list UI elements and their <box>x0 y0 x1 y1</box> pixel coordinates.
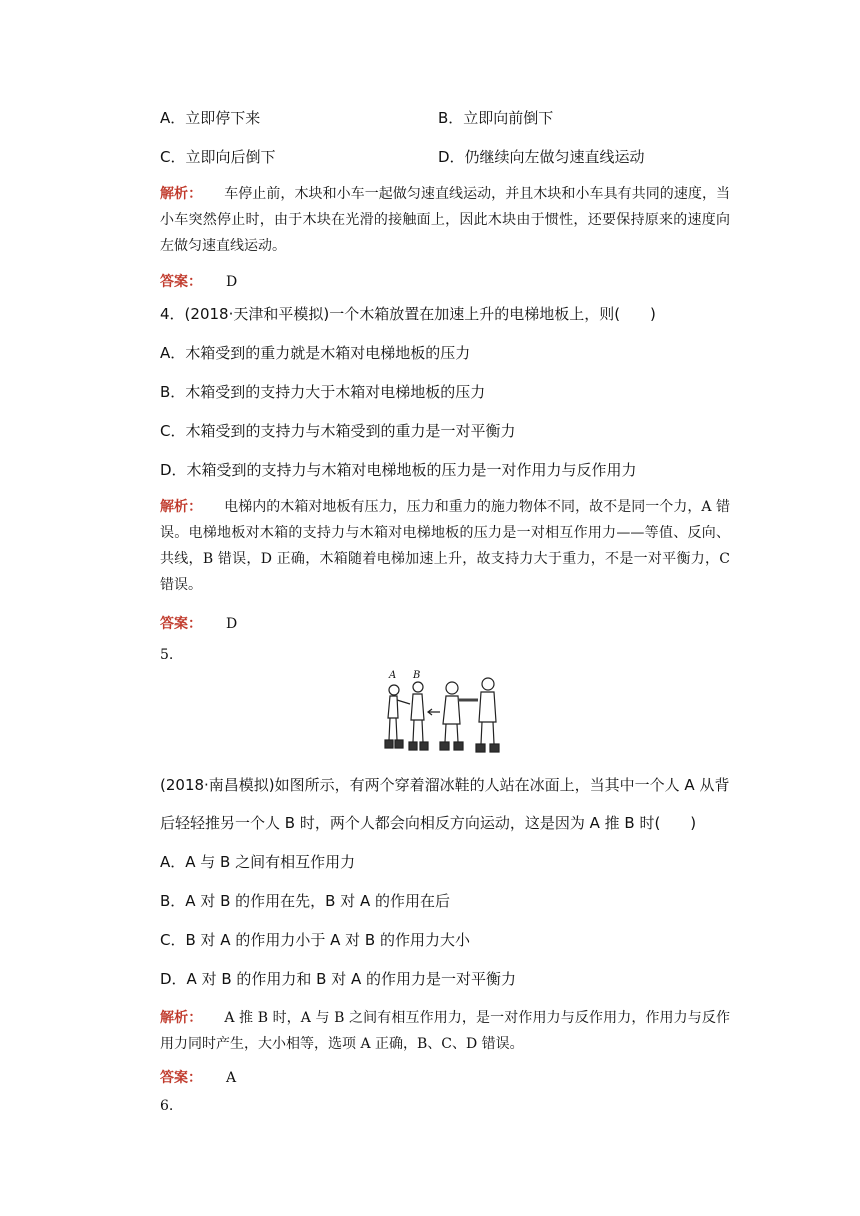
q3-option-a: A．立即停下来 <box>160 109 261 127</box>
q3-answer-value: D <box>226 274 238 290</box>
q5-number: 5. <box>160 647 174 663</box>
q5-option-b: B．A 对 B 的作用在先，B 对 A 的作用在后 <box>160 892 451 910</box>
skaters-figure <box>380 670 505 762</box>
answer-label: 答案： <box>160 616 202 632</box>
q3-answer <box>160 271 237 292</box>
q3-option-c: C．立即向后倒下 <box>160 148 276 166</box>
person-b-head <box>413 682 423 692</box>
q3-analysis-text: 车停止前，木块和小车一起做匀速直线运动，并且木块和小车具有共同的速度，当小车突然停止时，由于木块在光滑的接触面上，因此木块由于惯性，还要保持原来的速度向左做匀速直线运动。 <box>160 186 731 254</box>
q5-answer-value: A <box>226 1070 237 1086</box>
q5-option-d: D．A 对 B 的作用力和 B 对 A 的作用力是一对平衡力 <box>160 970 517 988</box>
q5-stem-line1: (2018·南昌模拟)如图所示，有两个穿着溜冰鞋的人站在冰面上，当其中一个人 A 从背 <box>160 776 730 794</box>
q4-option-a: A．木箱受到的重力就是木箱对电梯地板的压力 <box>160 344 471 362</box>
q3-option-b: B．立即向前倒下 <box>438 109 554 127</box>
figure-label-a: A <box>389 670 397 681</box>
person-a-head <box>389 685 399 695</box>
q3-option-d: D．仍继续向左做匀速直线运动 <box>438 148 645 166</box>
q5-option-c: C．B 对 A 的作用力小于 A 对 B 的作用力大小 <box>160 931 470 949</box>
q4-option-c: C．木箱受到的支持力与木箱受到的重力是一对平衡力 <box>160 422 516 440</box>
figure-label-b: B <box>413 670 421 681</box>
analysis-label: 解析： <box>160 499 203 515</box>
analysis-label: 解析： <box>160 186 203 202</box>
q5-analysis-text: A 推 B 时，A 与 B 之间有相互作用力，是一对作用力与反作用力，作用力与反作用力同时产生，大小相等，选项 A 正确，B、C、D 错误。 <box>160 1010 731 1052</box>
q6-number: 6. <box>160 1098 174 1114</box>
q4-option-b: B．木箱受到的支持力大于木箱对电梯地板的压力 <box>160 383 486 401</box>
q4-analysis-text: 电梯内的木箱对地板有压力，压力和重力的施力物体不同，故不是同一个力，A 错误。电梯地板对木箱的支持力与木箱对电梯地板的压力是一对相互作用力——等值、反向、共线，B 错误，D 正确，木箱随着电梯加速上升，故支持力大于重力，不是一对平衡力，C 错误。 <box>160 499 731 593</box>
q5-analysis <box>160 1005 730 1057</box>
q4-answer-value: D <box>226 616 238 632</box>
q5-option-a: A．A 与 B 之间有相互作用力 <box>160 853 356 871</box>
q5-stem-line2: 后轻轻推另一个人 B 时，两个人都会向相反方向运动，这是因为 A 推 B 时( ) <box>160 814 697 832</box>
q3-analysis <box>160 181 730 259</box>
q4-option-d: D．木箱受到的支持力与木箱对电梯地板的压力是一对作用力与反作用力 <box>160 461 637 479</box>
answer-label: 答案： <box>160 1070 202 1086</box>
q4-analysis <box>160 494 730 598</box>
q4-answer <box>160 613 237 634</box>
answer-label: 答案： <box>160 274 202 290</box>
q4-stem: 4．(2018·天津和平模拟)一个木箱放置在加速上升的电梯地板上，则( ) <box>160 305 656 323</box>
analysis-label: 解析： <box>160 1010 203 1026</box>
q5-answer <box>160 1067 236 1088</box>
